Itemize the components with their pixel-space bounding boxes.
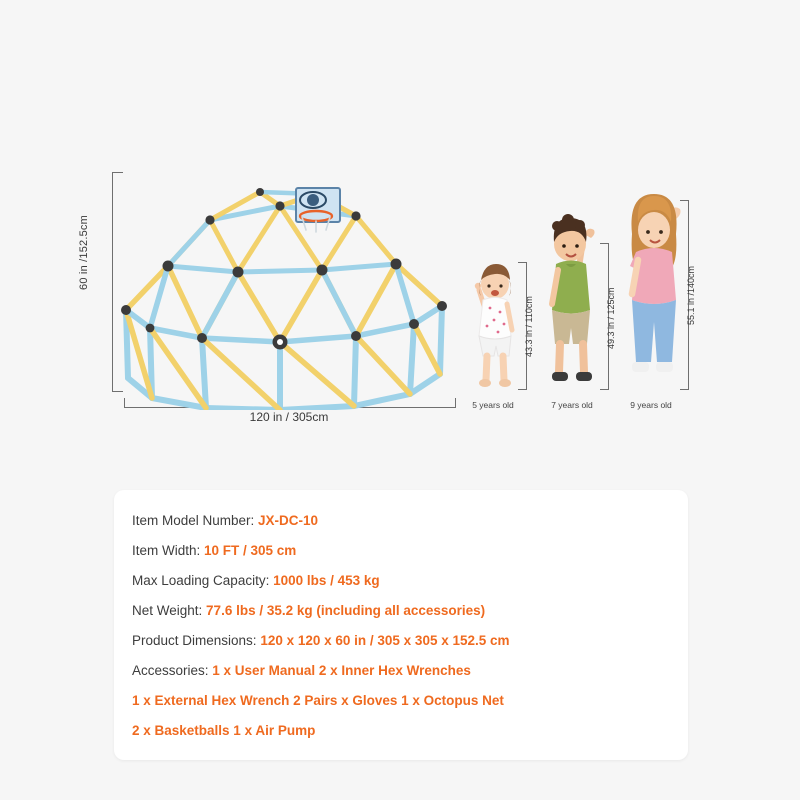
spec-row-net-weight <box>132 596 674 626</box>
spec-value-accessories: 1 x User Manual 2 x Inner Hex Wrenches <box>212 663 471 678</box>
specification-card <box>114 490 688 760</box>
spec-label-product-dimensions: Product Dimensions: <box>132 633 261 648</box>
specification-list <box>132 506 674 746</box>
spec-value-max-loading-capacity: 1000 lbs / 453 kg <box>273 573 380 588</box>
spec-row-max-loading-capacity <box>132 566 674 596</box>
spec-row-accessories <box>132 656 674 686</box>
spec-label-net-weight: Net Weight: <box>132 603 207 618</box>
spec-label-model-number: Item Model Number: <box>132 513 259 528</box>
child-9yo-caption: 9 years old <box>630 400 672 410</box>
child-5yo-caption: 5 years old <box>472 400 514 410</box>
spec-label-item-width: Item Width: <box>132 543 205 558</box>
spec-accessories-line-3: 2 x Basketballs 1 x Air Pump <box>132 723 316 738</box>
child-figure-9yo <box>618 176 688 397</box>
spec-value-product-dimensions: 120 x 120 x 60 in / 305 x 305 x 152.5 cm <box>260 633 510 648</box>
spec-accessories-line-2: 1 x External Hex Wrench 2 Pairs x Gloves 1 x Octopus Net <box>132 693 504 708</box>
spec-row-item-width <box>132 536 674 566</box>
child-figure-7yo <box>540 200 608 397</box>
child-9yo-height-label: 55.1 in /140cm <box>686 265 696 325</box>
child-7yo-caption: 7 years old <box>551 400 593 410</box>
child-5yo-height-label: 43.3 in / 110cm <box>524 296 534 358</box>
dome-width-label: 120 in / 305cm <box>249 410 329 424</box>
dome-height-label: 60 in /152.5cm <box>78 215 90 290</box>
child-figure-5yo <box>462 250 524 397</box>
spec-row-model-number <box>132 506 674 536</box>
spec-label-max-loading-capacity: Max Loading Capacity: <box>132 573 274 588</box>
dome-climber-illustration <box>110 160 470 410</box>
child-7yo-height-label: 49.3 in / 125cm <box>606 287 616 349</box>
spec-value-net-weight: 77.6 lbs / 35.2 kg (including all accessories) <box>206 603 486 618</box>
spec-label-accessories: Accessories: <box>132 663 213 678</box>
spec-row-product-dimensions <box>132 626 674 656</box>
spec-value-model-number: JX-DC-10 <box>258 513 319 528</box>
spec-value-item-width: 10 FT / 305 cm <box>204 543 297 558</box>
